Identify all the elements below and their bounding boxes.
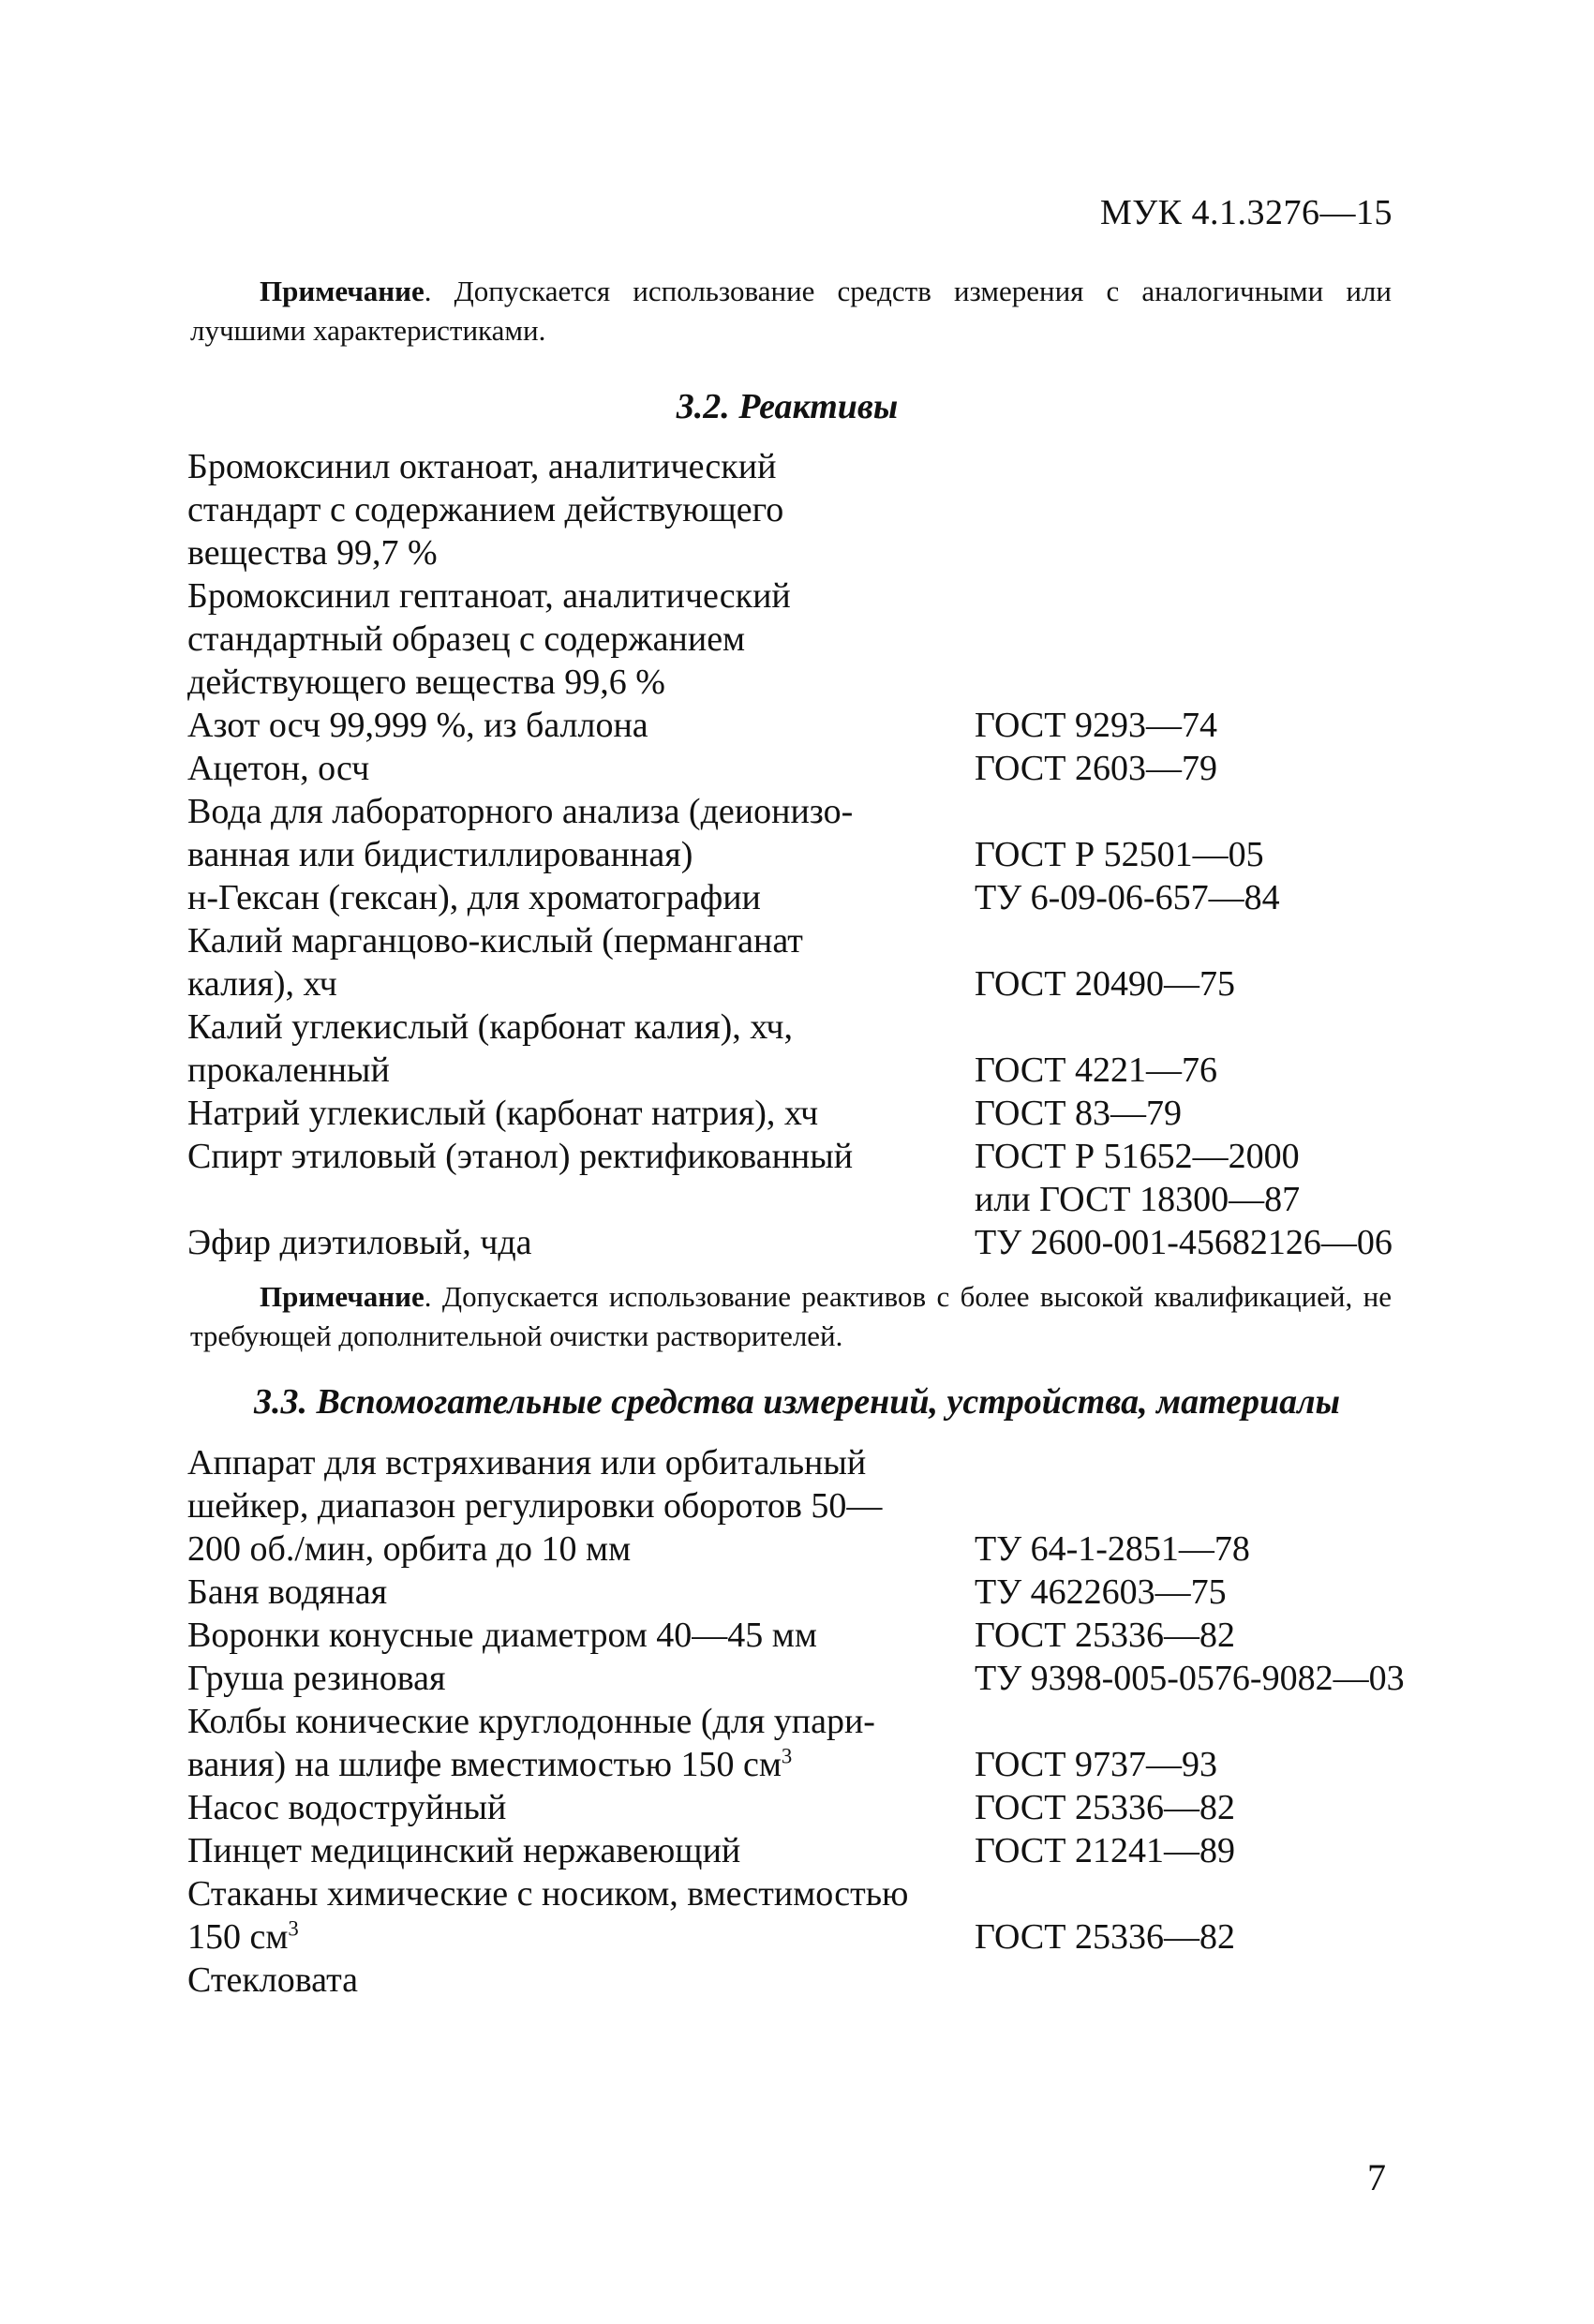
item-standard: ГОСТ Р 52501—05 — [975, 835, 1264, 874]
item-name: н-Гексан (гексан), для хроматографии — [187, 878, 761, 917]
item-name-with-sup — [187, 1872, 975, 1959]
list-item — [187, 1700, 1462, 1786]
item-standard: ТУ 6-09-06-657—84 — [975, 878, 1280, 917]
section-heading-auxiliary: 3.3. Вспомогательные средства измерений, устройства, материалы — [253, 1382, 1341, 1422]
item-standard: ГОСТ 25336—82 — [975, 1616, 1235, 1655]
list-item — [187, 1571, 1462, 1614]
auxiliary-list — [187, 1441, 1462, 2002]
item-standard: ГОСТ 25336—82 — [975, 1788, 1235, 1827]
list-item — [187, 1959, 1462, 2002]
item-name: Аппарат для встряхивания или орбитальный шейкер, диапазон регулировки оборотов 50— 200 об./мин, орбита до 10 мм — [187, 1443, 883, 1569]
list-item — [187, 1614, 1462, 1657]
note-text: . Допускается использование средств измерения с аналогичными или лучшими характеристиками. — [190, 275, 1392, 347]
item-name: Калий марганцово-кислый (перманганат калия), хч — [187, 921, 803, 1004]
item-name: Калий углекислый (карбонат калия), хч, прокаленный — [187, 1007, 793, 1090]
list-item — [187, 747, 1462, 790]
item-name: Груша резиновая — [187, 1659, 446, 1698]
page-number: 7 — [1367, 2156, 1386, 2198]
item-standard: ГОСТ Р 51652—2000 или ГОСТ 18300—87 — [975, 1137, 1301, 1219]
list-item — [187, 1221, 1462, 1264]
note-text: . Допускается использование реактивов с более высокой квалификацией, не требующей дополнительной очистки растворителей. — [190, 1280, 1392, 1352]
list-item — [187, 790, 1462, 876]
item-name: Стекловата — [187, 1960, 359, 2000]
list-item — [187, 876, 1462, 919]
item-name: Пинцет медицинский нержавеющий — [187, 1831, 741, 1870]
reagents-list — [187, 445, 1462, 1264]
note-reagents — [190, 1277, 1392, 1356]
list-item — [187, 1006, 1462, 1092]
item-standard: ГОСТ 25336—82 — [975, 1917, 1235, 1957]
item-name: Бромоксинил гептаноат, аналитический стандартный образец с содержанием действующего вещества 99,6 % — [187, 576, 791, 702]
item-standard: ГОСТ 9737—93 — [975, 1745, 1217, 1784]
item-name: Азот осч 99,999 %, из баллона — [187, 706, 648, 745]
note-label: Примечание — [260, 275, 425, 307]
item-standard: ТУ 2600-001-45682126—06 — [975, 1223, 1393, 1262]
list-item — [187, 1872, 1462, 1959]
item-name: Стаканы химические с носиком, вместимостью 150 см — [187, 1874, 909, 1957]
item-name: Колбы конические круглодонные (для упари- вания) на шлифе вместимостью 150 см — [187, 1702, 875, 1784]
item-standard: ТУ 9398-005-0576-9082—03 — [975, 1659, 1405, 1698]
item-name: Бромоксинил октаноат, аналитический стандарт с содержанием действующего вещества 99,7 % — [187, 447, 784, 573]
list-item — [187, 445, 1462, 574]
item-name: Вода для лабораторного анализа (деионизо- ванная или бидистиллированная) — [187, 792, 854, 874]
item-standard: ГОСТ 2603—79 — [975, 749, 1217, 788]
item-standard: ГОСТ 4221—76 — [975, 1050, 1217, 1090]
list-item — [187, 1441, 1462, 1571]
item-standard: ГОСТ 21241—89 — [975, 1831, 1235, 1870]
item-standard: ТУ 4622603—75 — [975, 1572, 1227, 1612]
item-standard: ТУ 64-1-2851—78 — [975, 1529, 1250, 1569]
item-standard: ГОСТ 83—79 — [975, 1094, 1182, 1133]
list-item — [187, 1135, 1462, 1221]
item-name: Насос водоструйный — [187, 1788, 507, 1827]
section-heading-reagents: 3.2. Реактивы — [676, 387, 899, 426]
item-name: Воронки конусные диаметром 40—45 мм — [187, 1616, 817, 1655]
item-name: Ацетон, осч — [187, 749, 370, 788]
list-item — [187, 1657, 1462, 1700]
item-name: Баня водяная — [187, 1572, 388, 1612]
item-standard: ГОСТ 20490—75 — [975, 964, 1235, 1004]
list-item — [187, 1092, 1462, 1135]
note-label: Примечание — [260, 1280, 425, 1313]
list-item — [187, 1829, 1462, 1872]
list-item — [187, 704, 1462, 747]
superscript: 3 — [781, 1744, 793, 1768]
list-item — [187, 574, 1462, 704]
list-item — [187, 919, 1462, 1006]
item-name: Эфир диэтиловый, чда — [187, 1223, 532, 1262]
item-name-with-sup — [187, 1700, 975, 1786]
item-name: Спирт этиловый (этанол) ректификованный — [187, 1137, 854, 1176]
list-item — [187, 1786, 1462, 1829]
item-name: Натрий углекислый (карбонат натрия), хч — [187, 1094, 819, 1133]
item-standard: ГОСТ 9293—74 — [975, 706, 1217, 745]
document-code: МУК 4.1.3276—15 — [1099, 193, 1393, 232]
superscript: 3 — [288, 1916, 299, 1941]
note-equipment — [190, 272, 1392, 350]
